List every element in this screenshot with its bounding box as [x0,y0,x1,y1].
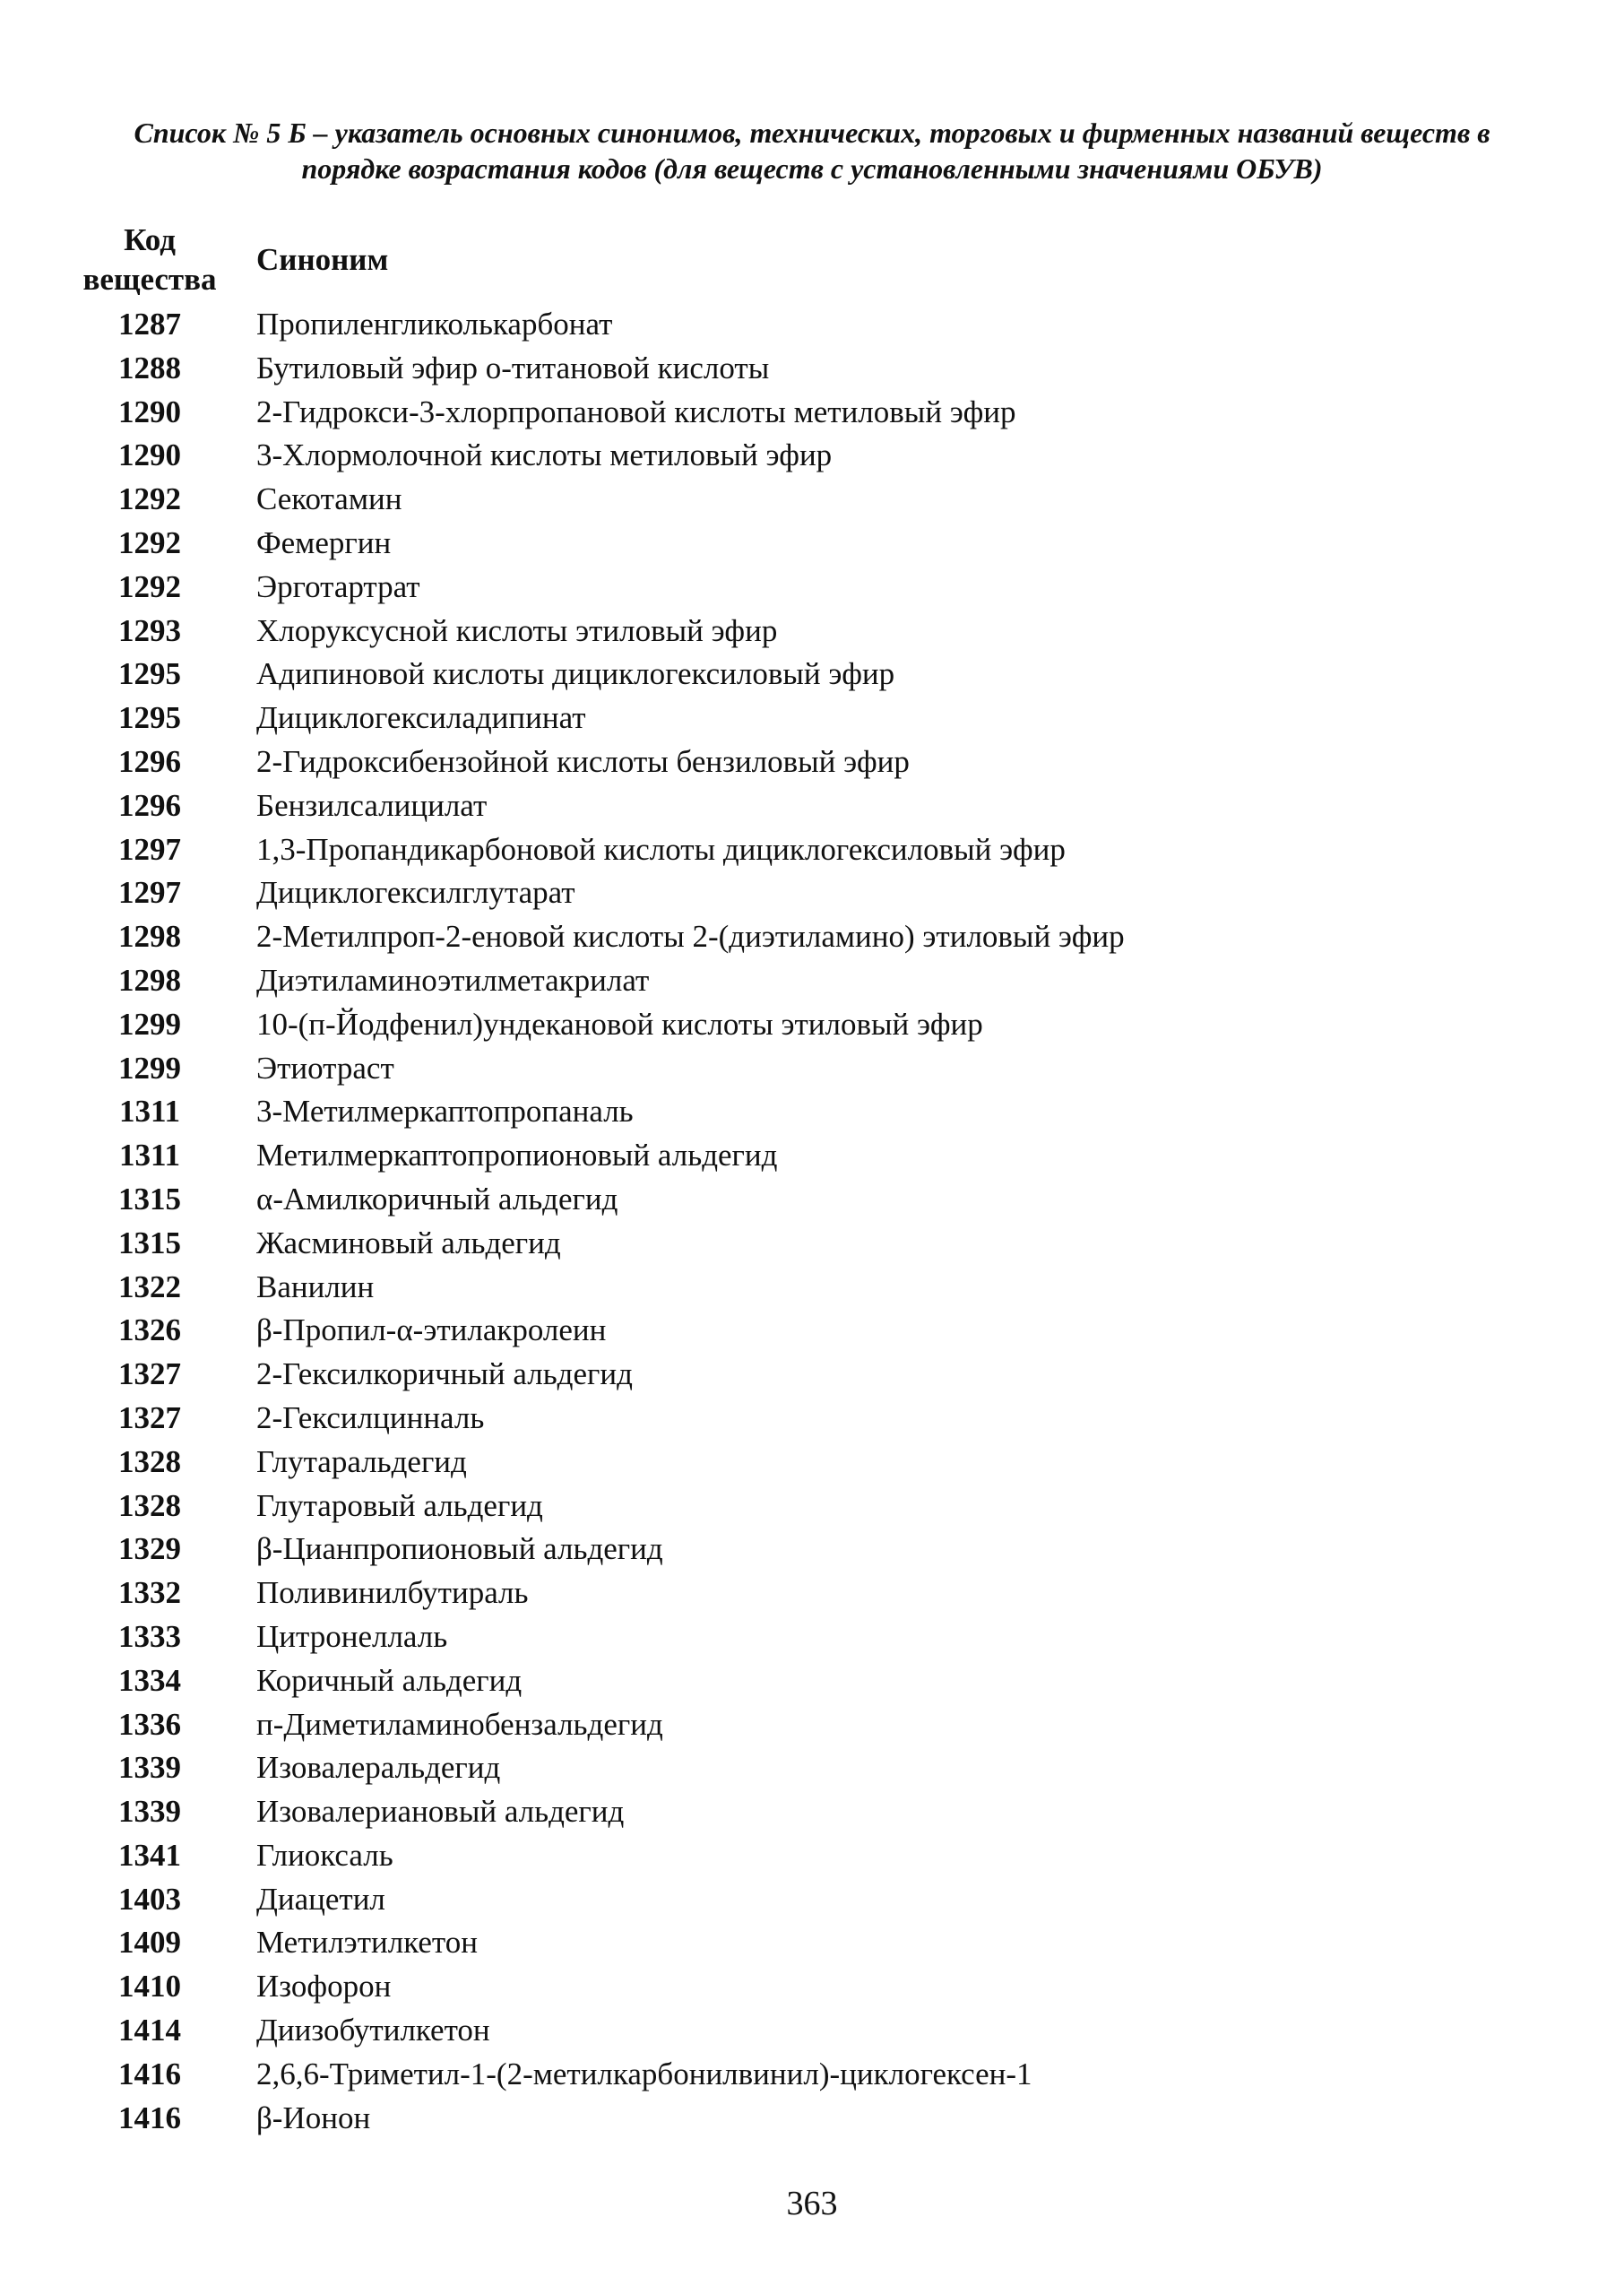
table-row [0,828,1624,872]
page-title [54,115,1570,186]
column-header-synonym: Синоним [256,242,389,277]
table-row [0,653,1624,697]
synonym-name: Этиотраст [256,1050,394,1086]
substance-code: 1339 [118,1794,181,1830]
substance-code: 1296 [118,743,181,779]
substance-code: 1410 [118,1969,181,2005]
table-row [0,566,1624,610]
table-row [0,697,1624,740]
table-row [0,784,1624,828]
substance-code: 1296 [118,787,181,823]
substance-code: 1293 [118,612,181,648]
table-row [0,871,1624,915]
substance-code: 1292 [118,568,181,604]
synonym-name: α-Амилкоричный альдегид [256,1181,618,1217]
table-row [0,1790,1624,1834]
synonym-name: 2-Гидроксибензойной кислоты бензиловый эфир [256,743,910,779]
table-row [0,1965,1624,2009]
page-title-line-2: порядке возрастания кодов (для веществ с установленными значениями ОБУВ) [301,152,1323,185]
substance-code: 1290 [118,394,181,429]
table-row [0,610,1624,654]
synonym-name: Глиоксаль [256,1837,393,1873]
substance-code: 1311 [118,1138,181,1173]
table-row [0,434,1624,478]
table-row [0,1572,1624,1615]
substance-code: 1339 [118,1750,181,1786]
substance-code: 1341 [118,1837,181,1873]
synonym-name: п-Диметиламинобензальдегид [256,1706,663,1742]
substance-code: 1311 [118,1094,181,1130]
synonym-name: β-Ионон [256,2100,371,2135]
synonym-name: Жасминовый альдегид [256,1225,561,1260]
table-row [0,2009,1624,2053]
table-row [0,1921,1624,1965]
synonym-name: Хлоруксусной кислоты этиловый эфир [256,612,778,648]
synonym-name: Изовалериановый альдегид [256,1794,625,1830]
substance-code: 1292 [118,481,181,517]
synonym-name: Диизобутилкетон [256,2013,490,2048]
table-row [0,1746,1624,1790]
table-row [0,347,1624,391]
synonym-name: Ванилин [256,1269,375,1304]
table-row [0,522,1624,566]
substance-code: 1295 [118,700,181,736]
substance-code: 1328 [118,1487,181,1523]
table-row [0,915,1624,959]
synonym-name: β-Цианпропионовый альдегид [256,1531,663,1567]
substance-code: 1315 [118,1181,181,1217]
table-row [0,1485,1624,1528]
table-row [0,1615,1624,1659]
synonym-name: Диэтиламиноэтилметакрилат [256,962,650,998]
substance-code: 1332 [118,1575,181,1611]
substance-code: 1336 [118,1706,181,1742]
table-row [0,1266,1624,1310]
synonym-name: Эрготартрат [256,568,420,604]
synonym-name: Глутаровый альдегид [256,1487,543,1523]
synonym-name: Изофорон [256,1969,392,2005]
table-row [0,1222,1624,1266]
substance-code: 1299 [118,1050,181,1086]
synonym-name: 3-Хлормолочной кислоты метиловый эфир [256,437,833,473]
table-row [0,1047,1624,1091]
table-row [0,740,1624,784]
synonym-name: Цитронеллаль [256,1618,448,1654]
synonym-name: Поливинилбутираль [256,1575,529,1611]
substance-code: 1315 [118,1225,181,1260]
substance-code: 1290 [118,437,181,473]
synonym-name: Коричный альдегид [256,1662,523,1698]
table-row [0,1528,1624,1572]
synonym-name: Дициклогексиладипинат [256,700,586,736]
substance-code: 1298 [118,962,181,998]
substance-code: 1297 [118,831,181,867]
substance-code: 1327 [118,1356,181,1392]
substance-code: 1287 [118,307,181,342]
substance-code: 1414 [118,2013,181,2048]
table-row [0,1309,1624,1353]
synonym-name: 2,6,6-Триметил-1-(2-метилкарбонилвинил)-циклогексен-1 [256,2056,1032,2091]
substance-code: 1333 [118,1618,181,1654]
table-row [0,1353,1624,1397]
synonym-name: Глутаральдегид [256,1443,467,1479]
table-row [0,391,1624,435]
synonym-name: 10-(п-Йодфенил)ундекановой кислоты этиловый эфир [256,1006,983,1042]
column-header-code-line-1: Код [124,222,176,257]
substance-code: 1298 [118,919,181,955]
synonym-name: 3-Метилмеркаптопропаналь [256,1094,634,1130]
table-row [0,1003,1624,1047]
synonym-name: Секотамин [256,481,402,517]
table-row [0,2097,1624,2141]
synonym-name: β-Пропил-α-этилакролеин [256,1312,607,1348]
table-row [0,303,1624,347]
substance-code: 1403 [118,1881,181,1917]
synonym-name: 2-Гексилкоричный альдегид [256,1356,633,1392]
substance-code: 1334 [118,1662,181,1698]
column-header-code [73,221,226,299]
substance-code: 1322 [118,1269,181,1304]
substance-code: 1327 [118,1399,181,1435]
synonym-name: Изовалеральдегид [256,1750,501,1786]
page-number: 363 [786,2185,838,2222]
table-row [0,1659,1624,1703]
synonym-name: Бензилсалицилат [256,787,488,823]
substance-code: 1416 [118,2100,181,2135]
table-row [0,1834,1624,1878]
synonym-name: Фемергин [256,524,392,560]
substance-code: 1329 [118,1531,181,1567]
table-row [0,1441,1624,1485]
synonym-name: Адипиновой кислоты дициклогексиловый эфир [256,656,895,692]
substance-code: 1328 [118,1443,181,1479]
synonym-name: 2-Гидрокси-3-хлорпропановой кислоты метиловый эфир [256,394,1016,429]
synonym-name: Пропиленгликолькарбонат [256,307,613,342]
table-row [0,1178,1624,1222]
substance-code: 1297 [118,875,181,911]
synonym-name: Метилэтилкетон [256,1925,478,1961]
table-row [0,478,1624,522]
column-header-code-line-2: вещества [82,262,217,297]
synonym-name: Бутиловый эфир о-титановой кислоты [256,350,770,385]
substance-code: 1409 [118,1925,181,1961]
table-row [0,1134,1624,1178]
synonym-name: Метилмеркаптопропионовый альдегид [256,1138,778,1173]
synonym-table [0,303,1624,2140]
table-row [0,1397,1624,1441]
synonym-name: Дициклогексилглутарат [256,875,575,911]
substance-code: 1288 [118,350,181,385]
table-row [0,959,1624,1003]
substance-code: 1295 [118,656,181,692]
table-row [0,2053,1624,2097]
substance-code: 1292 [118,524,181,560]
page-title-line-1: Список № 5 Б – указатель основных синонимов, технических, торговых и фирменных названий веществ в [134,117,1490,149]
table-row [0,1878,1624,1922]
substance-code: 1299 [118,1006,181,1042]
synonym-name: 1,3-Пропандикарбоновой кислоты дициклогексиловый эфир [256,831,1066,867]
synonym-name: 2-Метилпроп-2-еновой кислоты 2-(диэтиламино) этиловый эфир [256,919,1125,955]
synonym-name: 2-Гексилцинналь [256,1399,485,1435]
table-row [0,1090,1624,1134]
table-row [0,1703,1624,1747]
substance-code: 1416 [118,2056,181,2091]
synonym-name: Диацетил [256,1881,385,1917]
substance-code: 1326 [118,1312,181,1348]
